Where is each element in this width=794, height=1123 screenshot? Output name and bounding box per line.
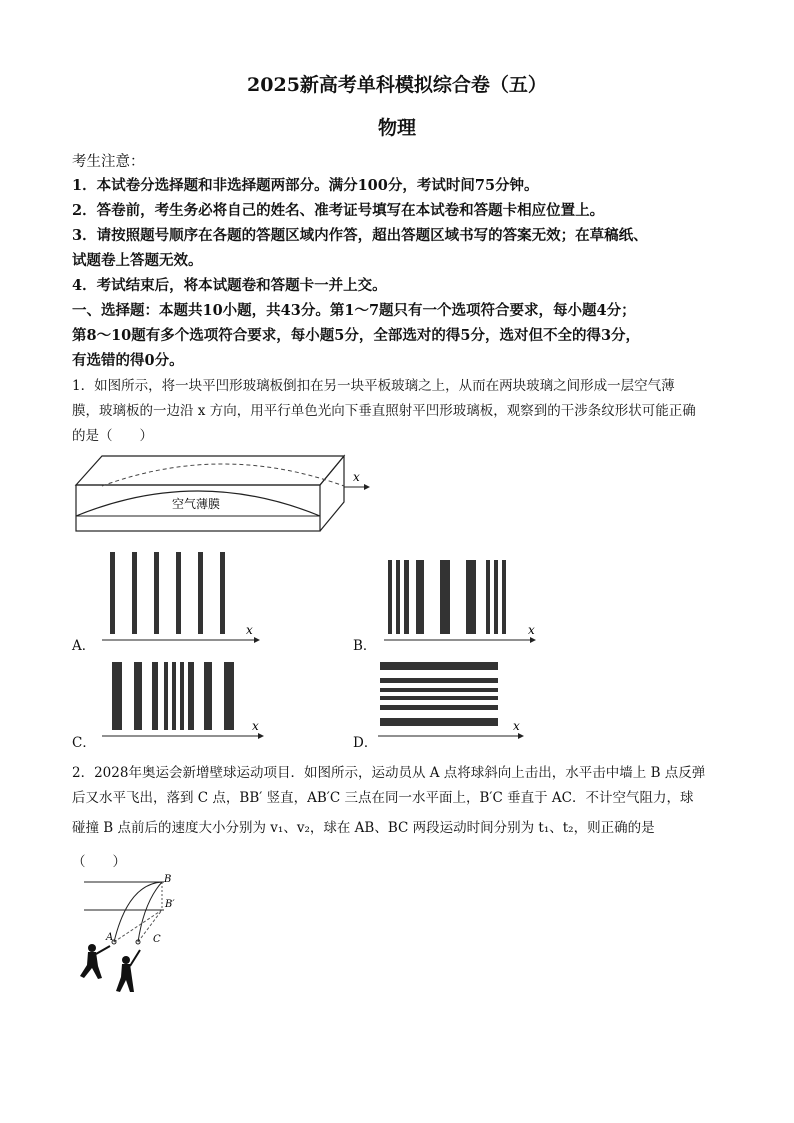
q2-line-2: 后又水平飞出，落到 C 点，BB′ 竖直，AB′C 三点在同一水平面上，B′C 垂直于 AC．不计空气阻力，球: [72, 790, 694, 806]
q2-line-1: 2．2028年奥运会新增壁球运动项目．如图所示，运动员从 A 点将球斜向上击出，水平击中墙上 B 点反弹: [72, 765, 706, 781]
q1-line-1: 1．如图所示，将一块平凹形玻璃板倒扣在另一块平板玻璃之上，从而在两块玻璃之间形成一层空气薄: [72, 378, 675, 394]
q2-line-3: 碰撞 B 点前后的速度大小分别为 v₁、v₂，球在 AB、BC 两段运动时间分别为 t₁、t₂，则正确的是: [72, 820, 655, 836]
player-left-silhouette: [80, 944, 110, 979]
subject-title: 物理: [377, 117, 416, 139]
point-b-label: B: [164, 874, 172, 885]
option-b-axis-label: x: [528, 623, 535, 637]
option-d-axis-label: x: [513, 719, 520, 733]
notice-heading: 考生注意：: [72, 154, 145, 170]
notice-item-3: 3．请按照题号顺序在各题的答题区域内作答，超出答题区域书写的答案无效；在草稿纸、: [72, 227, 648, 244]
page-title: 2025新高考单科模拟综合卷（五）: [247, 74, 547, 96]
option-b-fringes: [380, 546, 550, 646]
q1-fig-axis-label: x: [353, 470, 360, 484]
point-c-label: C: [153, 934, 161, 945]
q1-glass-figure: [72, 450, 372, 540]
option-c-fringes: [100, 654, 270, 744]
option-b-label[interactable]: B．: [353, 638, 377, 654]
option-c-label[interactable]: C．: [72, 735, 96, 751]
section1-line-2: 第8～10题有多个选项符合要求，每小题5分，全部选对的得5分，选对但不全的得3分，: [72, 327, 641, 344]
point-a-label: A: [106, 932, 114, 943]
q2-line-4: （ ）: [72, 854, 126, 870]
point-bprime-label: B′: [165, 899, 175, 910]
option-d-label[interactable]: D．: [353, 735, 378, 751]
player-right-silhouette: [116, 950, 140, 992]
q2-squash-figure: [72, 870, 192, 1000]
q1-line-2: 膜，玻璃板的一边沿 x 方向，用平行单色光向下垂直照射平凹形玻璃板，观察到的干涉条纹形状可能正确: [72, 403, 696, 419]
option-a-label[interactable]: A．: [72, 638, 96, 654]
option-a-axis-label: x: [246, 623, 253, 637]
notice-item-2: 2．答卷前，考生务必将自己的姓名、准考证号填写在本试卷和答题卡相应位置上。: [72, 202, 605, 219]
section1-line-1: 一、选择题：本题共10小题，共43分。第1～7题只有一个选项符合要求，每小题4分；: [72, 302, 636, 319]
air-film-label: 空气薄膜: [172, 497, 221, 511]
option-d-fringes: [374, 654, 534, 744]
section1-line-3: 有选错的得0分。: [72, 352, 184, 369]
notice-item-3-cont: 试题卷上答题无效。: [72, 252, 203, 269]
q1-line-3: 的是（ ）: [72, 428, 153, 444]
notice-item-4: 4．考试结束后，将本试题卷和答题卡一并上交。: [72, 277, 387, 294]
option-c-axis-label: x: [252, 719, 259, 733]
option-a-fringes: [100, 546, 270, 646]
notice-item-1: 1．本试卷分选择题和非选择题两部分。满分100分，考试时间75分钟。: [72, 177, 539, 194]
